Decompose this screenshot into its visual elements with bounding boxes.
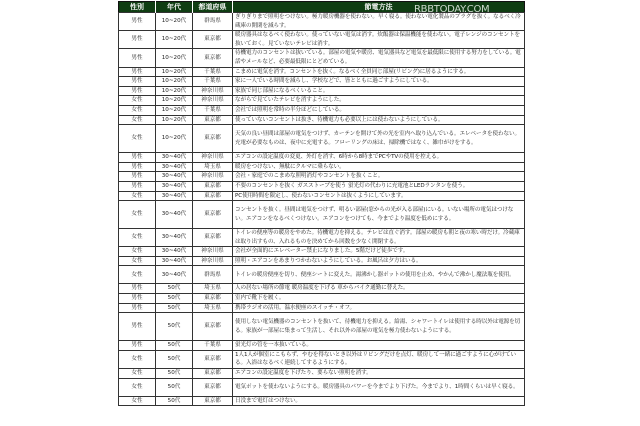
cell-method: ぎりぎりまで照明をつけない。極力暖房機器を使わない。早く寝る。使わない電化製品のプラグを抜く。なるべく冷蔵庫の開閉を減らす。: [233, 13, 525, 31]
cell-gender: 女性: [119, 96, 156, 106]
table-row: [119, 266, 525, 284]
cell-prefecture: 神奈川県: [193, 247, 233, 257]
cell-prefecture: 神奈川県: [193, 96, 233, 106]
cell-method: エアコンの設定温度の変更、外灯を消す、6時から8時までPCやTVの使用を控える。: [233, 153, 525, 163]
cell-gender: 女性: [119, 125, 156, 153]
cell-prefecture: 埼玉県: [193, 162, 233, 172]
survey-table-container: [118, 1, 524, 406]
cell-gender: 女性: [119, 378, 156, 396]
cell-gender: 女性: [119, 105, 156, 115]
cell-method: 家族で同じ部屋になるべくいること。: [233, 86, 525, 96]
table-row: [119, 77, 525, 87]
cell-gender: 男性: [119, 284, 156, 294]
cell-gender: 男性: [119, 86, 156, 96]
cell-gender: 男性: [119, 153, 156, 163]
cell-age: 50代: [156, 303, 193, 313]
cell-prefecture: 東京都: [193, 378, 233, 396]
cell-prefecture: 東京都: [193, 115, 233, 125]
table-row: [119, 341, 525, 351]
cell-age: 10~20代: [156, 31, 193, 49]
cell-gender: 男性: [119, 49, 156, 67]
cell-method: ながらで見ていたテレビを消すようにした。: [233, 96, 525, 106]
cell-age: 50代: [156, 341, 193, 351]
cell-prefecture: 群馬県: [193, 266, 233, 284]
cell-prefecture: 群馬県: [193, 13, 233, 31]
cell-age: 10~20代: [156, 86, 193, 96]
cell-gender: 男性: [119, 294, 156, 304]
cell-prefecture: 東京都: [193, 201, 233, 229]
cell-age: 10~20代: [156, 49, 193, 67]
cell-method: 暖房器具はなるべく使わない。使っていない電気は消す。炊飯器は保温機能を使わない。電子レンジのコンセントを抜いておく。見ていないテレビは消す。: [233, 31, 525, 49]
cell-age: 50代: [156, 378, 193, 396]
cell-gender: 女性: [119, 247, 156, 257]
table-row: [119, 13, 525, 31]
table-row: [119, 303, 525, 313]
table-row: [119, 172, 525, 182]
watermark: RBBTODAY.COM: [414, 4, 490, 15]
cell-method: 室内で靴下を履く。: [233, 294, 525, 304]
cell-prefecture: 東京都: [193, 181, 233, 191]
cell-age: 10~20代: [156, 77, 193, 87]
table-row: [119, 396, 525, 406]
cell-age: 30~40代: [156, 256, 193, 266]
cell-prefecture: 東京都: [193, 31, 233, 49]
table-row: [119, 378, 525, 396]
cell-gender: 女性: [119, 191, 156, 201]
cell-method: 不要のコンセントを抜く ガスストーブを使う 蛍光灯の代わりに充電池とLEDランタンを使う。: [233, 181, 525, 191]
power-saving-survey-table: [118, 1, 525, 406]
cell-gender: 男性: [119, 77, 156, 87]
cell-prefecture: 神奈川県: [193, 256, 233, 266]
cell-age: 30~40代: [156, 172, 193, 182]
cell-method: PC使用時間を限定し、使わないコンセントは抜くようにしています。: [233, 191, 525, 201]
table-row: [119, 86, 525, 96]
cell-prefecture: 埼玉県: [193, 284, 233, 294]
table-row: [119, 49, 525, 67]
cell-gender: 男性: [119, 67, 156, 77]
cell-method: 使用しない電気機器のコンセントを抜いて、待機電力を抑える。給湯、シャワートイレは使用する時以外は電源を切る。家族が一部屋に集まって生活し、それ以外の部屋の電気を極力使わないようにする。: [233, 313, 525, 341]
cell-age: 10~20代: [156, 115, 193, 125]
cell-method: 会社・家庭でのこまめな照明消灯やコンセントを抜くこと。: [233, 172, 525, 182]
cell-age: 10~20代: [156, 105, 193, 115]
cell-prefecture: 千葉県: [193, 341, 233, 351]
header-gender: 性別: [119, 2, 156, 13]
cell-prefecture: 東京都: [193, 396, 233, 406]
cell-age: 10~20代: [156, 125, 193, 153]
cell-method: コンセントを抜く。昼間は電気をつけず、明るい部屋(窓からの光が入る部屋)にいる。いない場所の電気はつけない。エアコンをなるべくつけない。エアコンをつけても、今までより温度を低めにする。: [233, 201, 525, 229]
cell-prefecture: 神奈川県: [193, 172, 233, 182]
cell-age: 30~40代: [156, 181, 193, 191]
table-row: [119, 350, 525, 368]
cell-gender: 男性: [119, 31, 156, 49]
table-row: [119, 31, 525, 49]
cell-age: 50代: [156, 284, 193, 294]
cell-method: 人の居ない場所の節電 暖房温度を下げる 車からバイク通勤に替えた。: [233, 284, 525, 294]
cell-age: 50代: [156, 294, 193, 304]
cell-age: 50代: [156, 350, 193, 368]
table-row: [119, 313, 525, 341]
cell-method: 1人1人が個室にこもらず、やむを得ないとき以外はリビングだけを点灯、暖房して一緒に過ごすように心がけている。入浴はなるべく連続してするようにする。: [233, 350, 525, 368]
cell-prefecture: 神奈川県: [193, 86, 233, 96]
table-row: [119, 247, 525, 257]
cell-age: 30~40代: [156, 162, 193, 172]
cell-age: 50代: [156, 396, 193, 406]
cell-method: 家に一人でいる時間を減らし、学校などで、皆とともに過ごすようにしている。: [233, 77, 525, 87]
cell-method: 携帯ラジオの活用。温水便座のスイッチ・オフ。: [233, 303, 525, 313]
cell-method: トイレの便座等の暖房をやめた。待機電力を抑える。テレビは直ぐ消す。部屋の暖房も朝と夜の寒い時だけ。冷蔵庫は取り出すもの、入れるものを決めてから回数を少なく開閉する。: [233, 229, 525, 247]
cell-age: 30~40代: [156, 229, 193, 247]
cell-prefecture: 東京都: [193, 350, 233, 368]
cell-method: エアコンの設定温度を下げたり、要らない照明を消す。: [233, 369, 525, 379]
cell-method: 日没まで電灯はつけない。: [233, 396, 525, 406]
cell-age: 10~20代: [156, 67, 193, 77]
cell-prefecture: 神奈川県: [193, 153, 233, 163]
cell-method: 照明・エアコンをあまりつかわないようにしている。お風呂は夕方はいる。: [233, 256, 525, 266]
cell-method: トイレの暖房便座を切り、便座シートに変えた。湯沸かし器ポットの使用を止め、やかんで沸かし魔法瓶を使用。: [233, 266, 525, 284]
cell-age: 30~40代: [156, 266, 193, 284]
cell-method: こまめに電気を消す。コンセントを抜く。なるべく全員同じ部屋(リビング)に居るようにする。: [233, 67, 525, 77]
table-row: [119, 229, 525, 247]
table-row: [119, 96, 525, 106]
cell-method: 暖房をつけない、無駄にクルマに乗らない。: [233, 162, 525, 172]
cell-prefecture: 東京都: [193, 125, 233, 153]
table-row: [119, 115, 525, 125]
cell-method: 電気ポットを使わないようにする。暖房器具のパワーを今までより下げた。今までより、1時間くらいは早く寝る。: [233, 378, 525, 396]
cell-gender: 男性: [119, 303, 156, 313]
cell-prefecture: 千葉県: [193, 67, 233, 77]
cell-age: 50代: [156, 369, 193, 379]
cell-prefecture: 埼玉県: [193, 303, 233, 313]
cell-method: 会社が全面的にエレベーター禁止になりました。5階だけど徒歩です。: [233, 247, 525, 257]
table-row: [119, 284, 525, 294]
cell-gender: 女性: [119, 369, 156, 379]
table-row: [119, 369, 525, 379]
cell-gender: 女性: [119, 256, 156, 266]
cell-gender: 女性: [119, 266, 156, 284]
cell-prefecture: 東京都: [193, 191, 233, 201]
cell-gender: 女性: [119, 396, 156, 406]
table-row: [119, 67, 525, 77]
cell-gender: 男性: [119, 181, 156, 191]
cell-prefecture: 東京都: [193, 49, 233, 67]
cell-gender: 男性: [119, 13, 156, 31]
table-row: [119, 162, 525, 172]
cell-method: 天気の良い昼間は部屋の電気をつけず、カーテンを開けて外の光を室内へ取り込んでいる。エレベータを使わない。充電が必要なものは、夜中に充電する。フローリングの床は、掃除機ではなく、雑巾がけをする。: [233, 125, 525, 153]
cell-gender: 男性: [119, 172, 156, 182]
header-method: 節電方法: [233, 2, 525, 13]
cell-gender: 男性: [119, 313, 156, 341]
cell-prefecture: 千葉県: [193, 105, 233, 115]
table-row: [119, 105, 525, 115]
cell-age: 30~40代: [156, 191, 193, 201]
cell-method: 会社では照明を常時の半分ほどにしている。: [233, 105, 525, 115]
table-row: [119, 181, 525, 191]
cell-age: 10~20代: [156, 13, 193, 31]
cell-gender: 男性: [119, 341, 156, 351]
cell-prefecture: 東京都: [193, 294, 233, 304]
cell-age: 30~40代: [156, 153, 193, 163]
table-row: [119, 125, 525, 153]
table-row: [119, 191, 525, 201]
table-row: [119, 153, 525, 163]
cell-gender: 女性: [119, 350, 156, 368]
header-age: 年代: [156, 2, 193, 13]
cell-prefecture: 千葉県: [193, 77, 233, 87]
cell-age: 50代: [156, 313, 193, 341]
cell-gender: 女性: [119, 201, 156, 229]
cell-gender: 女性: [119, 229, 156, 247]
cell-prefecture: 東京都: [193, 313, 233, 341]
cell-method: 蛍光灯の管を一本抜いている。: [233, 341, 525, 351]
cell-prefecture: 東京都: [193, 369, 233, 379]
cell-method: 待機電力のコンセントは抜いている。部屋の電気や暖房、電気器具など電気を最低限に使用する努力をしている。電話やメールなど、必要最低限にとどめている。: [233, 49, 525, 67]
cell-prefecture: 東京都: [193, 229, 233, 247]
table-row: [119, 294, 525, 304]
cell-age: 10~20代: [156, 96, 193, 106]
table-body: [119, 13, 525, 406]
cell-method: 使っていないコンセントは抜き、待機電力も必要以上には使わないようにしている。: [233, 115, 525, 125]
cell-gender: 男性: [119, 162, 156, 172]
cell-age: 30~40代: [156, 247, 193, 257]
cell-gender: 女性: [119, 115, 156, 125]
header-prefecture: 都道府県: [193, 2, 233, 13]
cell-age: 30~40代: [156, 201, 193, 229]
table-row: [119, 256, 525, 266]
table-row: [119, 201, 525, 229]
